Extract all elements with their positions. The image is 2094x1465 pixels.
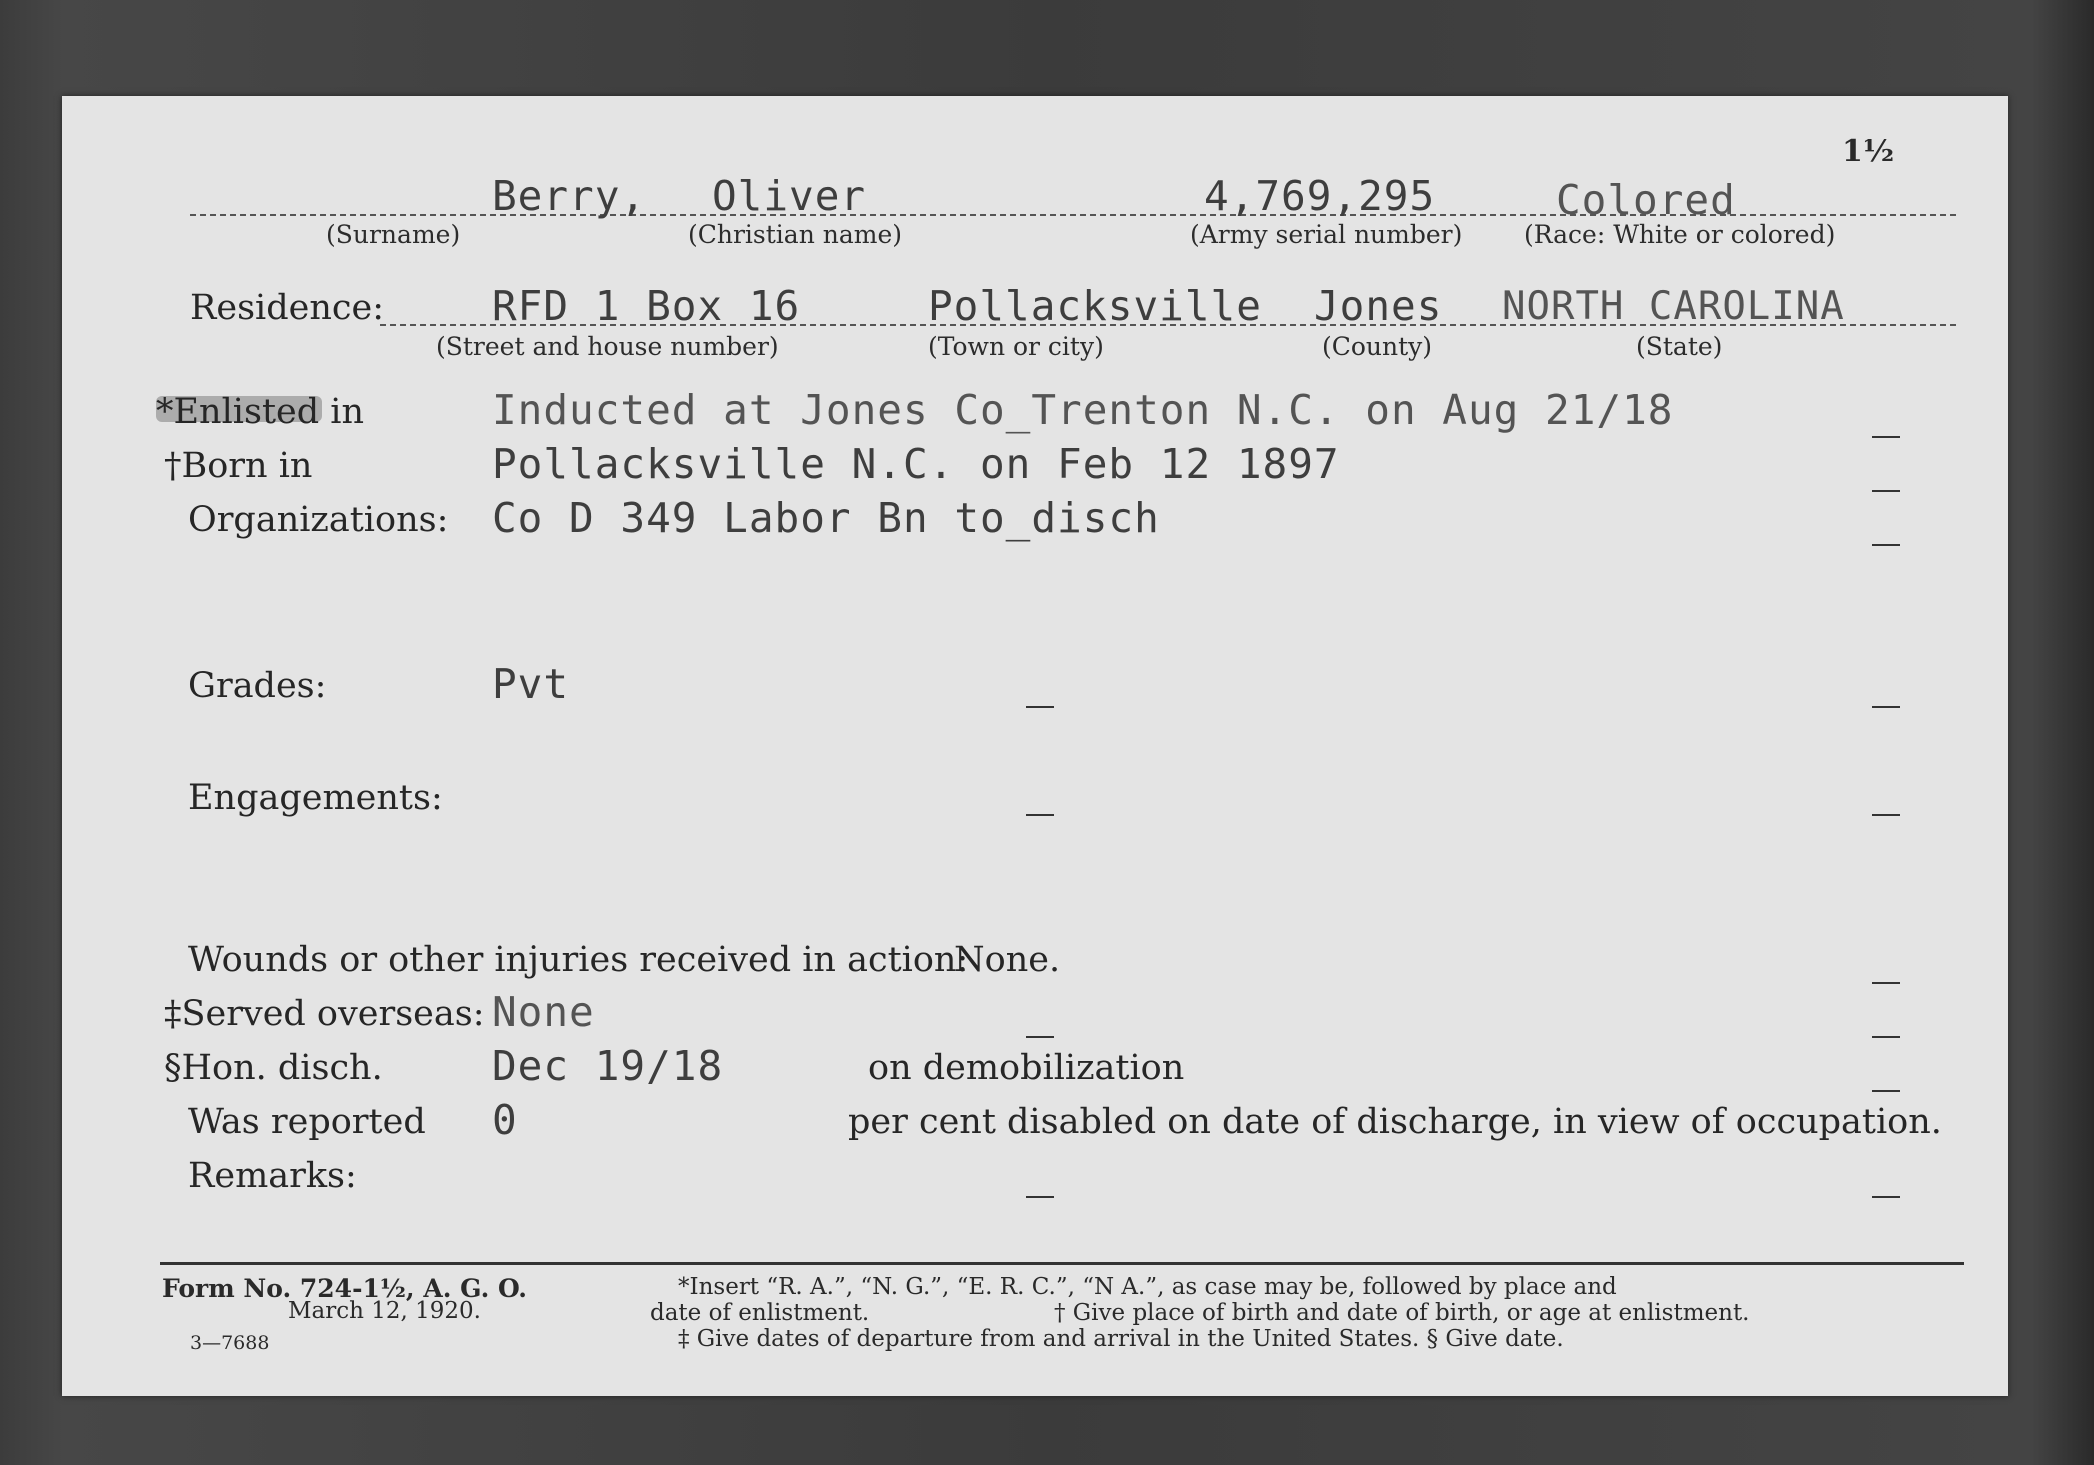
honorable-discharge-note: on demobilization — [868, 1048, 1185, 1088]
row-dash — [1872, 982, 1900, 984]
residence-street-value: RFD 1 Box 16 — [492, 282, 801, 330]
serial-number-caption: (Army serial number) — [1190, 220, 1463, 249]
residence-town-value: Pollacksville — [928, 282, 1262, 330]
row-dash — [1872, 1196, 1900, 1198]
row-dash — [1026, 706, 1054, 708]
form-number: Form No. 724-1½, A. G. O. — [162, 1274, 528, 1303]
row-dash — [1872, 1090, 1900, 1092]
county-caption: (County) — [1322, 332, 1433, 361]
service-record-card — [62, 96, 2008, 1396]
page-number: 1½ — [1842, 134, 1895, 169]
form-date: March 12, 1920. — [288, 1298, 481, 1324]
row-dash — [1872, 1036, 1900, 1038]
row-dash — [1026, 1196, 1054, 1198]
footer-rule — [160, 1262, 1964, 1265]
grades-label: Grades: — [188, 666, 327, 706]
footnote-line-2a: date of enlistment. — [650, 1300, 870, 1326]
serial-number-value: 4,769,295 — [1204, 172, 1436, 220]
remarks-label: Remarks: — [188, 1156, 357, 1196]
served-overseas-label: ‡Served overseas: — [164, 994, 485, 1034]
born-value: Pollacksville N.C. on Feb 12 1897 — [492, 440, 1340, 488]
organizations-value: Co D 349 Labor Bn to_disch — [492, 494, 1160, 542]
town-caption: (Town or city) — [928, 332, 1104, 361]
christian-name-value: Oliver — [712, 172, 867, 220]
state-caption: (State) — [1636, 332, 1723, 361]
residence-label: Residence: — [190, 288, 384, 328]
street-caption: (Street and house number) — [436, 332, 779, 361]
row-dash — [1872, 436, 1900, 438]
engagements-label: Engagements: — [188, 778, 443, 818]
disability-note: per cent disabled on date of discharge, in view of occupation. — [848, 1102, 1942, 1142]
race-caption: (Race: White or colored) — [1524, 220, 1836, 249]
print-code: 3—7688 — [190, 1332, 270, 1354]
served-overseas-value: None — [492, 988, 595, 1036]
was-reported-value: 0 — [492, 1096, 518, 1144]
row-dash — [1026, 1036, 1054, 1038]
organizations-label: Organizations: — [188, 500, 449, 540]
enlisted-label: *Enlisted in — [156, 392, 364, 432]
grades-value: Pvt — [492, 660, 570, 708]
row-dash — [1872, 490, 1900, 492]
race-value: Colored — [1556, 176, 1736, 224]
footnote-line-1: *Insert “R. A.”, “N. G.”, “E. R. C.”, “N A.”, as case may be, followed by place and — [678, 1274, 1617, 1300]
residence-county-value: Jones — [1314, 282, 1443, 330]
surname-value: Berry, — [492, 172, 647, 220]
wounds-label: Wounds or other injuries received in action: — [188, 940, 969, 980]
footnote-line-2b: † Give place of birth and date of birth, or age at enlistment. — [1054, 1300, 1750, 1326]
wounds-value: None. — [954, 940, 1061, 980]
footnote-line-3: ‡ Give dates of departure from and arrival in the United States. § Give date. — [678, 1326, 1564, 1352]
surname-caption: (Surname) — [326, 220, 461, 249]
row-dash — [1026, 814, 1054, 816]
residence-state-value: NORTH CAROLINA — [1502, 284, 1845, 329]
row-dash — [1872, 814, 1900, 816]
honorable-discharge-value: Dec 19/18 — [492, 1042, 724, 1090]
was-reported-label: Was reported — [188, 1102, 426, 1142]
honorable-discharge-label: §Hon. disch. — [164, 1048, 383, 1088]
christian-name-caption: (Christian name) — [688, 220, 903, 249]
row-dash — [1872, 544, 1900, 546]
enlisted-value: Inducted at Jones Co_Trenton N.C. on Aug 21/18 — [492, 386, 1674, 434]
born-label: †Born in — [164, 446, 313, 486]
row-dash — [1872, 706, 1900, 708]
